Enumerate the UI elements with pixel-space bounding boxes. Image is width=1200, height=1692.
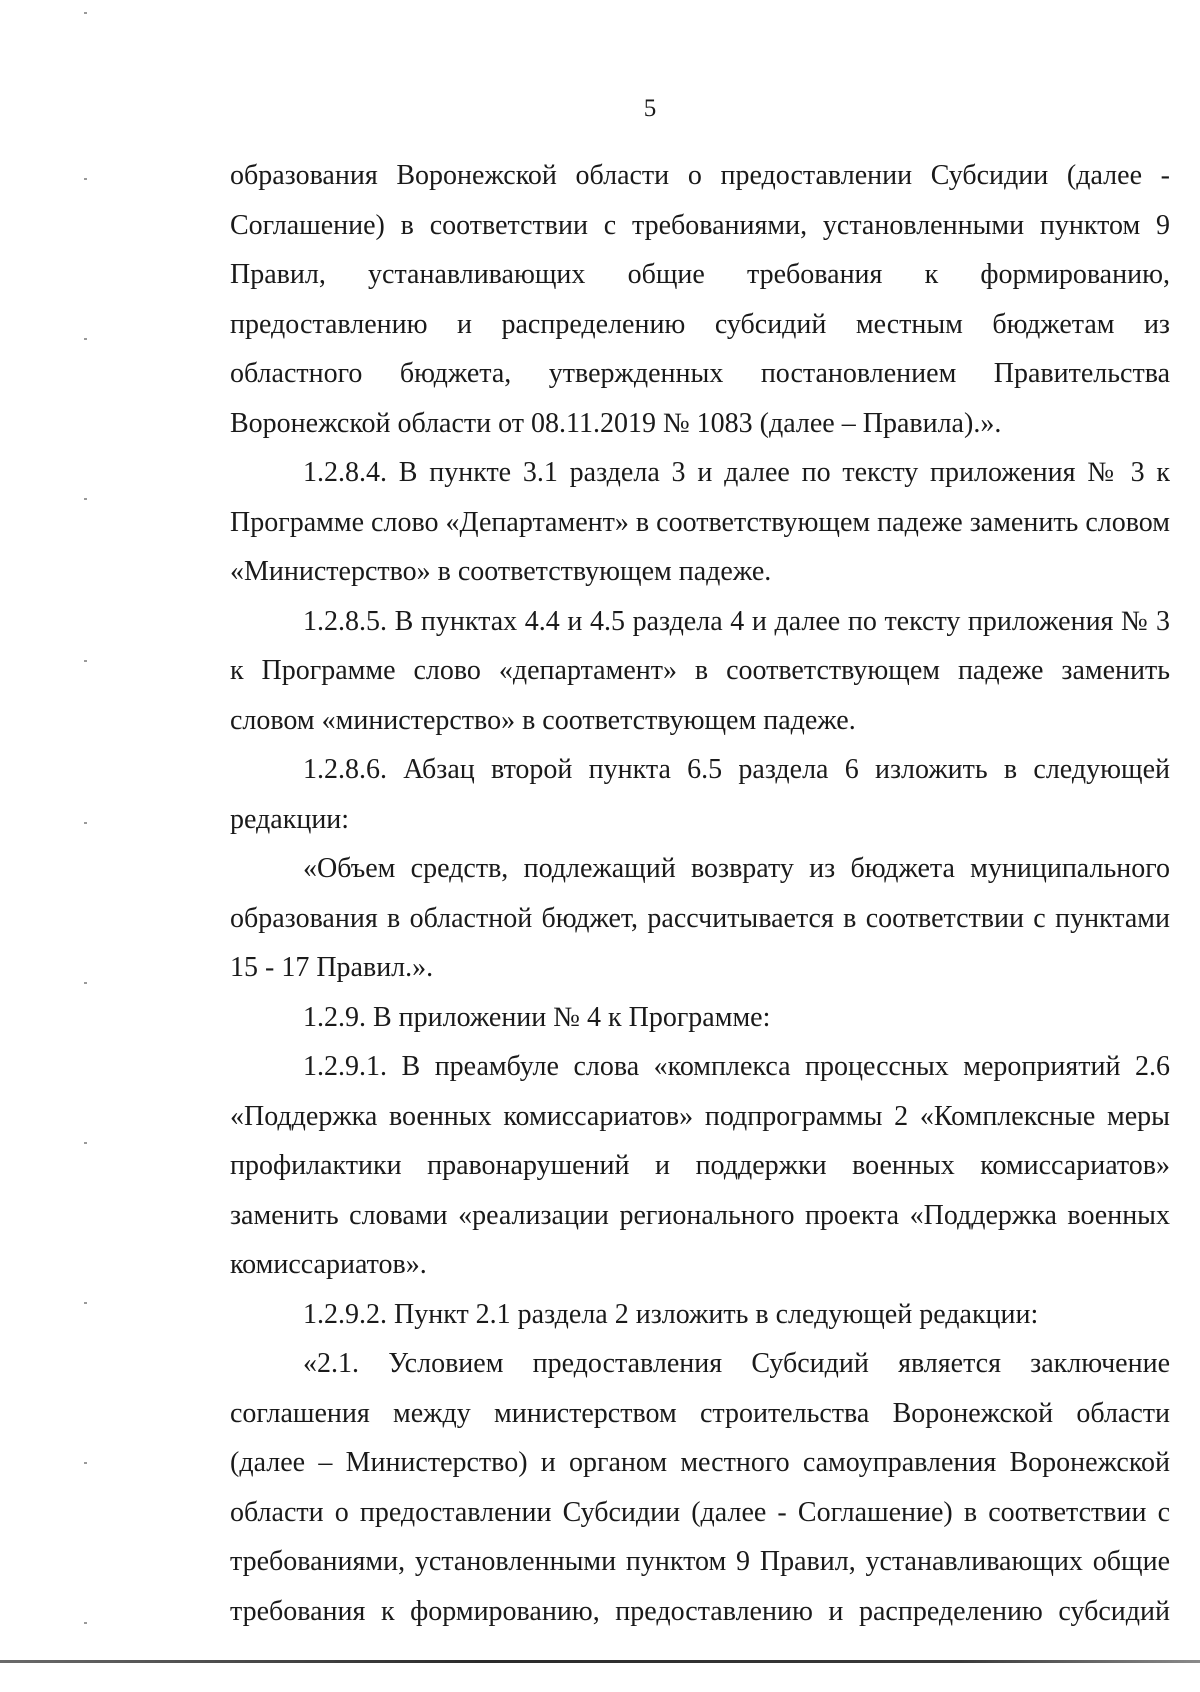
page-number: 5 bbox=[643, 95, 657, 122]
document-body bbox=[230, 151, 1170, 1636]
paragraph: «Объем средств, подлежащий возврату из бюджета муниципального образования в областной бюджет, рассчитывается в соответствии с пунктами 15 - 17 Правил.». bbox=[230, 853, 1170, 983]
bottom-scan-edge bbox=[0, 1660, 1200, 1663]
scan-tick bbox=[84, 1462, 87, 1464]
paragraph: 1.2.9. В приложении № 4 к Программе: bbox=[303, 1001, 771, 1033]
paragraph: 1.2.9.1. В преамбуле слова «комплекса процессных мероприятий 2.6 «Поддержка военных комиссариатов» подпрограммы 2 «Комплексные меры профилактики правонарушений и поддержки военных комиссариатов» заменить словами «реализации регионального проекта «Поддержка военных комиссариатов». bbox=[230, 1051, 1170, 1280]
scan-tick bbox=[84, 178, 87, 180]
scan-tick bbox=[84, 498, 87, 500]
paragraph: 1.2.8.4. В пункте 3.1 раздела 3 и далее по тексту приложения № 3 к Программе слово «Департамент» в соответствующем падеже заменить словом «Министерство» в соответствующем падеже. bbox=[230, 457, 1170, 587]
paragraph: образования Воронежской области о предоставлении Субсидии (далее - Соглашение) в соответствии с требованиями, установленными пунктом 9 Правил, устанавливающих общие требования к формированию, предоставлению и распределению субсидий местным бюджетам из областного бюджета, утвержденных постановлением Правительства Воронежской области от 08.11.2019 № 1083 (далее – Правила).». bbox=[230, 160, 1170, 439]
paragraph: 1.2.8.5. В пунктах 4.4 и 4.5 раздела 4 и далее по тексту приложения № 3 к Программе слово «департамент» в соответствующем падеже заменить словом «министерство» в соответствующем падеже. bbox=[230, 605, 1170, 736]
scan-tick bbox=[84, 1622, 87, 1624]
paragraph: «2.1. Условием предоставления Субсидий является заключение соглашения между министерством строительства Воронежской области (далее – Министерство) и органом местного самоуправления Воронежской области о предоставлении Субсидии (далее - Соглашение) в соответствии с требованиями, установленными пунктом 9 Правил, устанавливающих общие требования к формированию, предоставлению и распределению субсидий bbox=[230, 1348, 1170, 1627]
scan-tick bbox=[84, 338, 87, 340]
scan-tick bbox=[84, 1302, 87, 1304]
paragraph: 1.2.8.6. Абзац второй пункта 6.5 раздела 6 изложить в следующей редакции: bbox=[230, 754, 1170, 835]
scan-tick bbox=[84, 660, 87, 662]
scan-tick bbox=[84, 982, 87, 984]
paragraph: 1.2.9.2. Пункт 2.1 раздела 2 изложить в следующей редакции: bbox=[303, 1298, 1039, 1330]
scan-tick bbox=[84, 822, 87, 824]
scan-tick bbox=[84, 12, 87, 14]
scan-margin-marks bbox=[0, 0, 100, 1692]
scan-tick bbox=[84, 1142, 87, 1144]
